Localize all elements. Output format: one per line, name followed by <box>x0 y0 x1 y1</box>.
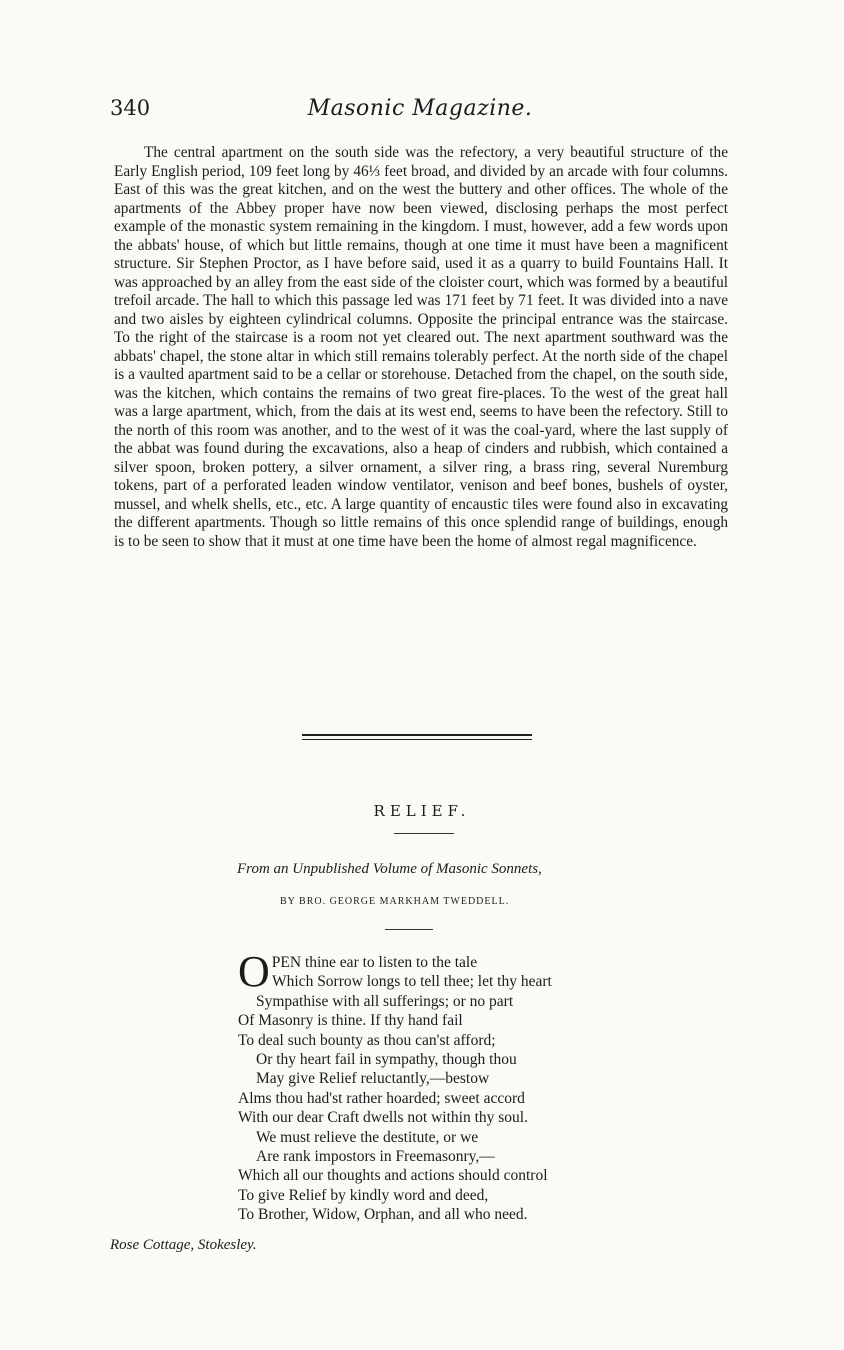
poem-line: Are rank impostors in Freemasonry,— <box>256 1148 495 1166</box>
poem-line: Of Masonry is thine. If thy hand fail <box>238 1012 463 1030</box>
poem-line: Or thy heart fail in sympathy, though thou <box>256 1051 517 1069</box>
poem-line: PEN thine ear to listen to the tale <box>271 954 478 971</box>
poem-line: Sympathise with all sufferings; or no part <box>256 992 514 1010</box>
divider-rule-thin <box>302 739 532 740</box>
poem-signature: Rose Cottage, Stokesley. <box>110 1237 257 1253</box>
poem-line: Which Sorrow longs to tell thee; let thy heart <box>272 973 552 991</box>
poem-line: With our dear Craft dwells not within thy soul. <box>238 1109 528 1127</box>
article-paragraph: The central apartment on the south side was the refectory, a very beautiful structure of the Early English period, 109 feet long by 46⅓ feet broad, and divided by an arcade with four columns. East of this was the great kitchen, and on the west the buttery and other offices. The whole of the apartments of the Abbey proper have now been viewed, disclosing perhaps the most perfect example of the monastic system remaining in the kingdom. I must, however, add a few words upon the abbats' house, of which but little remains, though at one time it must have been a magnificent structure. Sir Stephen Proctor, as I have before said, used it as a quarry to build Fountains Hall. It was approached by an alley from the east side of the cloister court, which was formed by a beautiful trefoil arcade. The hall to which this passage led was 171 feet by 71 feet. It was divided into a nave and two aisles by eighteen cylindrical columns. Opposite the principal entrance was the staircase. To the right of the staircase is a room not yet cleared out. The next apartment southward was the abbats' chapel, the stone altar in which still remains tolerably perfect. At the north side of the chapel is a vaulted apartment said to be a cellar or storehouse. Detached from the chapel, on the south side, was the kitchen, which contains the remains of two great fire-places. To the west of the great hall was a large apartment, which, from the dais at its west end, seems to have been the refectory. Still to the north of this room was another, and to the west of it was the coal-yard, where the last supply of the abbat was found during the excavations, also a heap of cinders and rubbish, which contained a silver spoon, broken pottery, a silver ornament, a silver ring, a brass ring, several Nuremburg tokens, part of a perforated leaden window ventilator, venison and beef bones, bushels of oyster, mussel, and whelk shells, etc., etc. A large quantity of encaustic tiles were found also in excavating the different apartments. Though so little remains of this once splendid range of buildings, enough is to be seen to show that it must at one time have been the home of almost regal magnificence. <box>114 144 728 550</box>
section-divider <box>302 734 532 743</box>
page-number: 340 <box>110 96 151 120</box>
title-rule <box>394 833 454 834</box>
poem-line: Which all our thoughts and actions should control <box>238 1167 548 1185</box>
drop-cap: O <box>238 947 270 996</box>
running-head: Masonic Magazine. <box>307 96 533 121</box>
poem-author: BY BRO. GEORGE MARKHAM TWEDDELL. <box>280 896 510 907</box>
poem-body <box>238 947 552 1225</box>
page-header <box>110 96 730 126</box>
divider-rule-thick <box>302 734 532 736</box>
poem-line: To deal such bounty as thou can'st afford; <box>238 1031 496 1049</box>
poem-line: Alms thou had'st rather hoarded; sweet accord <box>238 1089 525 1107</box>
author-rule <box>385 929 433 930</box>
poem-title: RELIEF. <box>373 802 471 820</box>
poem-line: We must relieve the destitute, or we <box>256 1128 479 1146</box>
poem-line: To Brother, Widow, Orphan, and all who need. <box>238 1206 528 1224</box>
poem-line: May give Relief reluctantly,—bestow <box>256 1070 490 1088</box>
poem-subtitle: From an Unpublished Volume of Masonic Sonnets, <box>237 861 542 877</box>
poem-line: To give Relief by kindly word and deed, <box>238 1186 489 1204</box>
